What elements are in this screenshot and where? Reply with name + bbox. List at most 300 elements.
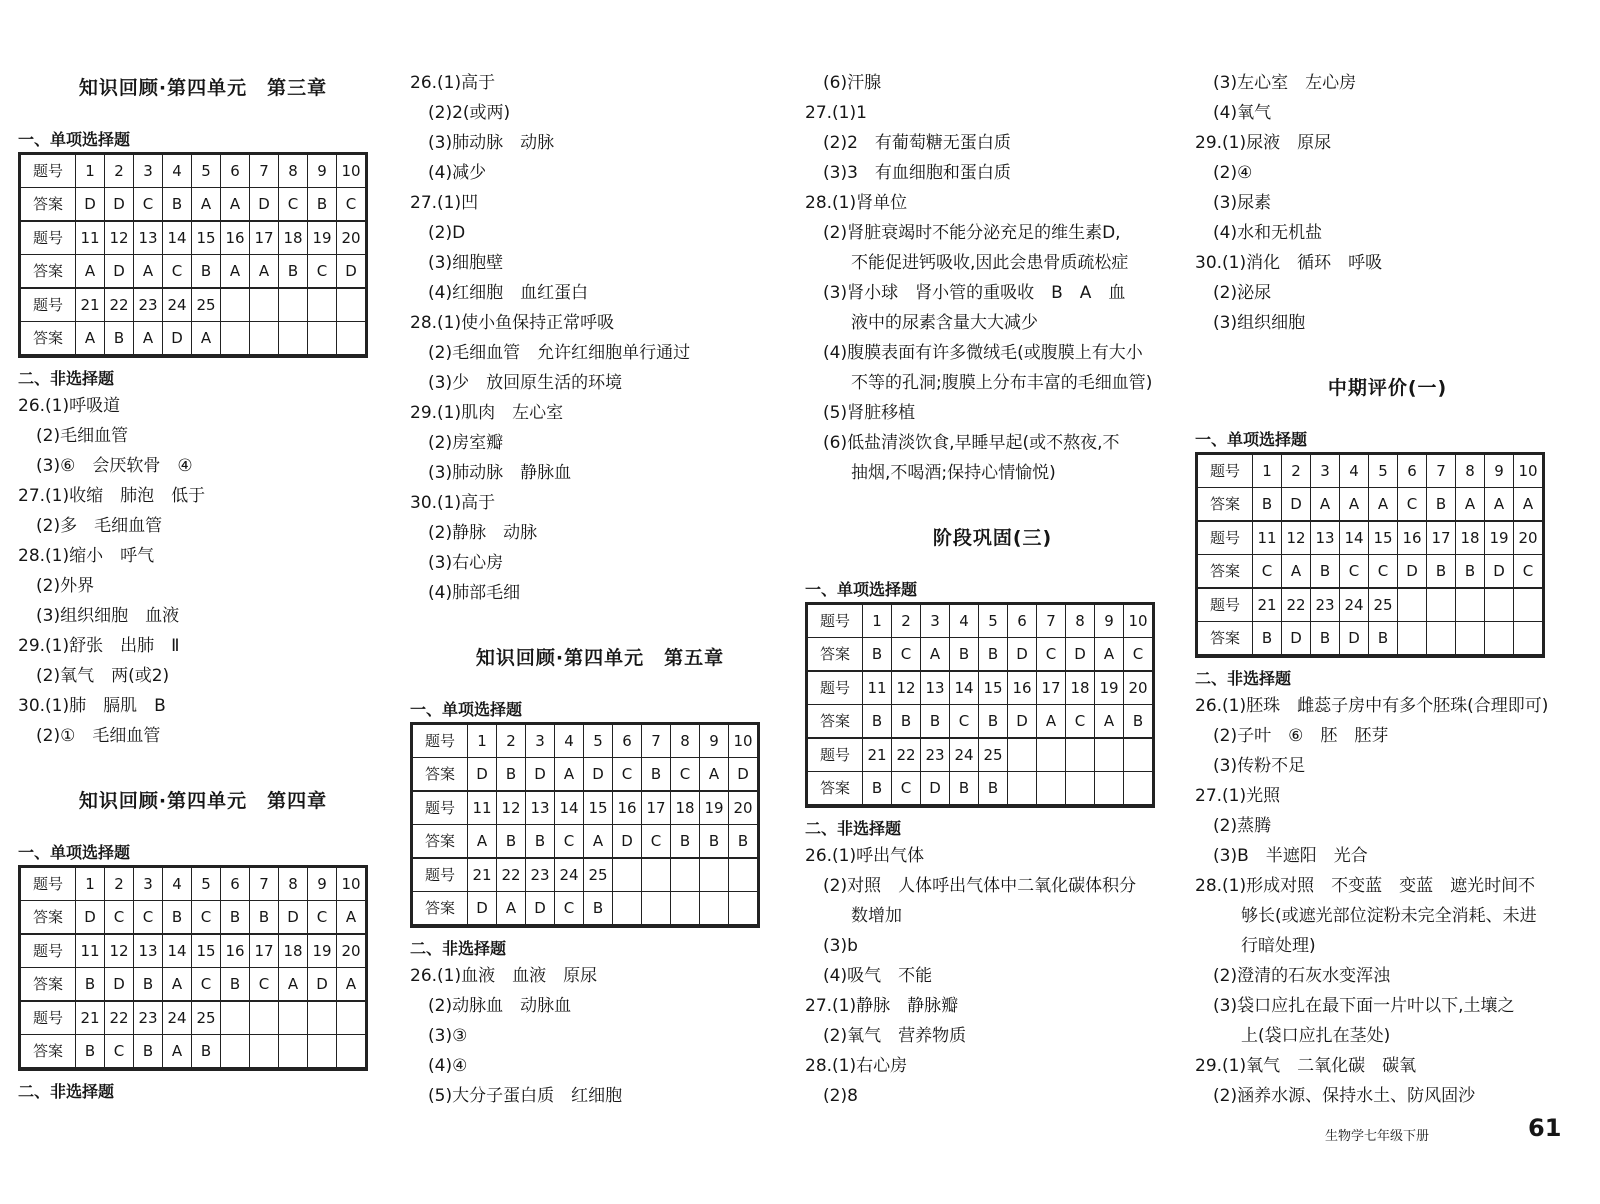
- answer-cell: 15: [979, 671, 1008, 705]
- answer-cell: C: [1340, 555, 1369, 589]
- answer-cell: 14: [555, 791, 584, 825]
- answer-cell: B: [1456, 555, 1485, 589]
- answer-line: 30.(1)消化 循环 呼吸: [1195, 253, 1383, 273]
- answer-cell: B: [700, 825, 729, 859]
- answer-line: (5)大分子蛋白质 红细胞: [428, 1086, 623, 1106]
- answer-cell: [1008, 772, 1037, 806]
- answer-line: (3)右心房: [428, 553, 504, 573]
- answer-cell: A: [163, 968, 192, 1002]
- row-label-cell: 答案: [808, 705, 863, 739]
- answer-line: (2)房室瓣: [428, 433, 504, 453]
- answer-cell: 5: [584, 725, 613, 758]
- answer-line: 26.(1)胚珠 雌蕊子房中有多个胚珠(合理即可): [1195, 696, 1549, 716]
- answer-cell: 23: [1311, 588, 1340, 622]
- answer-cell: D: [1282, 488, 1311, 522]
- answer-cell: [250, 322, 279, 356]
- answer-cell: [221, 288, 250, 322]
- answer-cell: C: [1066, 705, 1095, 739]
- answer-cell: 18: [1456, 521, 1485, 555]
- answer-cell: D: [526, 892, 555, 926]
- answer-cell: 21: [76, 288, 105, 322]
- answer-cell: D: [76, 188, 105, 222]
- answer-cell: [337, 1001, 366, 1035]
- answer-cell: [250, 1035, 279, 1069]
- answer-cell: B: [584, 892, 613, 926]
- answer-cell: B: [221, 901, 250, 935]
- answer-cell: 13: [134, 221, 163, 255]
- answer-cell: C: [105, 901, 134, 935]
- answer-cell: C: [163, 255, 192, 289]
- answer-cell: [1398, 622, 1427, 656]
- answer-cell: 12: [497, 791, 526, 825]
- table-row: [21, 901, 366, 935]
- answer-cell: C: [308, 255, 337, 289]
- answer-cell: 16: [1398, 521, 1427, 555]
- answer-cell: [279, 1001, 308, 1035]
- answer-line: (2)动脉血 动脉血: [428, 996, 572, 1016]
- answer-cell: C: [192, 968, 221, 1002]
- answer-cell: D: [279, 901, 308, 935]
- answer-cell: B: [1124, 705, 1153, 739]
- answer-cell: 16: [1008, 671, 1037, 705]
- answer-cell: D: [250, 188, 279, 222]
- subsection-title: 一、单项选择题: [18, 843, 131, 862]
- answer-cell: 8: [1456, 455, 1485, 488]
- answer-cell: [1124, 738, 1153, 772]
- answer-line: (2)肾脏衰竭时不能分泌充足的维生素D,: [823, 223, 1121, 243]
- answer-table-wrap: [1195, 452, 1545, 658]
- answer-cell: [1456, 622, 1485, 656]
- subsection-title: 二、非选择题: [410, 939, 507, 958]
- answer-cell: 3: [921, 605, 950, 638]
- answer-cell: 10: [729, 725, 758, 758]
- answer-line: (2)2(或两): [428, 103, 511, 123]
- answer-cell: A: [1095, 638, 1124, 672]
- answer-cell: B: [950, 772, 979, 806]
- answer-cell: B: [979, 705, 1008, 739]
- answer-cell: [729, 892, 758, 926]
- answer-line: 27.(1)静脉 静脉瓣: [805, 996, 959, 1016]
- answer-cell: B: [1369, 622, 1398, 656]
- answer-line: 不能促进钙吸收,因此会患骨质疏松症: [851, 253, 1129, 273]
- answer-line: (2)多 毛细血管: [36, 516, 163, 536]
- answer-cell: 12: [1282, 521, 1311, 555]
- answer-cell: 25: [192, 1001, 221, 1035]
- answer-cell: [1456, 588, 1485, 622]
- answer-cell: B: [250, 901, 279, 935]
- answer-line: (5)肾脏移植: [823, 403, 916, 423]
- answer-cell: 9: [1095, 605, 1124, 638]
- answer-line: (4)氧气: [1213, 103, 1272, 123]
- table-row: [21, 288, 366, 322]
- answer-line: (3)左心室 左心房: [1213, 73, 1357, 93]
- answer-line: (3)③: [428, 1026, 468, 1046]
- answer-cell: 5: [192, 155, 221, 188]
- answer-cell: D: [1485, 555, 1514, 589]
- answer-cell: 5: [192, 868, 221, 901]
- answer-cell: C: [555, 892, 584, 926]
- answer-cell: 12: [105, 934, 134, 968]
- answer-line: (3)组织细胞: [1213, 313, 1306, 333]
- row-label-cell: 题号: [1198, 588, 1253, 622]
- row-label-cell: 答案: [413, 825, 468, 859]
- answer-cell: [1066, 738, 1095, 772]
- subsection-title: 一、单项选择题: [1195, 430, 1308, 449]
- answer-line: (2)① 毛细血管: [36, 726, 161, 746]
- table-row: [1198, 455, 1543, 488]
- answer-cell: A: [163, 1035, 192, 1069]
- table-row: [21, 1035, 366, 1069]
- answer-cell: B: [1253, 622, 1282, 656]
- answer-cell: 5: [1369, 455, 1398, 488]
- answer-cell: B: [192, 1035, 221, 1069]
- answer-cell: B: [863, 638, 892, 672]
- answer-cell: 25: [192, 288, 221, 322]
- answer-cell: B: [279, 255, 308, 289]
- answer-cell: 10: [337, 155, 366, 188]
- answer-cell: D: [308, 968, 337, 1002]
- row-label-cell: 题号: [1198, 455, 1253, 488]
- answer-line: 28.(1)形成对照 不变蓝 变蓝 遮光时间不: [1195, 876, 1536, 896]
- answer-cell: A: [1456, 488, 1485, 522]
- answer-cell: 25: [584, 858, 613, 892]
- answer-cell: 21: [1253, 588, 1282, 622]
- answer-cell: [250, 288, 279, 322]
- answer-line: (3)肺动脉 动脉: [428, 133, 555, 153]
- answer-line: 29.(1)舒张 出肺 Ⅱ: [18, 636, 180, 656]
- answer-cell: A: [337, 968, 366, 1002]
- answer-cell: C: [555, 825, 584, 859]
- answer-cell: 2: [1282, 455, 1311, 488]
- row-label-cell: 题号: [1198, 521, 1253, 555]
- row-label-cell: 题号: [21, 868, 76, 901]
- answer-line: (2)氧气 营养物质: [823, 1026, 967, 1046]
- answer-cell: 16: [221, 221, 250, 255]
- answer-table-wrap: [410, 722, 760, 928]
- answer-cell: 19: [1485, 521, 1514, 555]
- answer-cell: [1066, 772, 1095, 806]
- answer-cell: 9: [1485, 455, 1514, 488]
- answer-cell: D: [163, 322, 192, 356]
- answer-cell: 17: [250, 221, 279, 255]
- answer-line: (2)泌尿: [1213, 283, 1272, 303]
- answer-line: (2)8: [823, 1086, 858, 1106]
- answer-cell: D: [468, 892, 497, 926]
- section-heading: 阶段巩固(三): [932, 527, 1053, 549]
- answer-cell: [1037, 738, 1066, 772]
- answer-cell: A: [584, 825, 613, 859]
- answer-cell: 3: [134, 155, 163, 188]
- answer-cell: A: [192, 188, 221, 222]
- answer-line: (2)子叶 ⑥ 胚 胚芽: [1213, 726, 1389, 746]
- answer-cell: [729, 858, 758, 892]
- answer-line: 行暗处理): [1241, 936, 1316, 956]
- answer-cell: 11: [76, 934, 105, 968]
- answer-line: (2)外界: [36, 576, 95, 596]
- row-label-cell: 题号: [21, 1001, 76, 1035]
- answer-cell: 2: [105, 155, 134, 188]
- answer-cell: C: [105, 1035, 134, 1069]
- table-row: [808, 772, 1153, 806]
- table-row: [808, 671, 1153, 705]
- answer-cell: 17: [1427, 521, 1456, 555]
- answer-cell: [1514, 588, 1543, 622]
- answer-cell: [1398, 588, 1427, 622]
- answer-cell: [671, 892, 700, 926]
- answer-cell: 21: [468, 858, 497, 892]
- answer-cell: B: [1311, 555, 1340, 589]
- answer-cell: 24: [555, 858, 584, 892]
- answer-cell: 11: [76, 221, 105, 255]
- answer-cell: B: [526, 825, 555, 859]
- table-row: [21, 968, 366, 1002]
- subsection-title: 一、单项选择题: [410, 700, 523, 719]
- answer-cell: D: [1340, 622, 1369, 656]
- answer-cell: 6: [1008, 605, 1037, 638]
- answer-cell: A: [1311, 488, 1340, 522]
- answer-lines: [410, 961, 790, 1111]
- answer-cell: B: [1427, 555, 1456, 589]
- answer-cell: C: [613, 758, 642, 792]
- answer-cell: [308, 322, 337, 356]
- answer-cell: 7: [1427, 455, 1456, 488]
- answer-lines: [805, 841, 1180, 1111]
- row-label-cell: 答案: [413, 758, 468, 792]
- answer-cell: C: [250, 968, 279, 1002]
- answer-cell: D: [1398, 555, 1427, 589]
- subsection-title: 二、非选择题: [18, 1082, 115, 1101]
- answer-cell: D: [613, 825, 642, 859]
- subsection-title: 一、单项选择题: [805, 580, 918, 599]
- answer-cell: A: [221, 255, 250, 289]
- row-label-cell: 题号: [21, 221, 76, 255]
- answer-cell: 22: [105, 1001, 134, 1035]
- answer-cell: 11: [863, 671, 892, 705]
- column-3: [805, 68, 1180, 1111]
- answer-cell: B: [134, 1035, 163, 1069]
- answer-cell: C: [1124, 638, 1153, 672]
- answer-cell: B: [192, 255, 221, 289]
- answer-cell: A: [134, 255, 163, 289]
- answer-line: (2)蒸腾: [1213, 816, 1272, 836]
- answer-cell: 25: [979, 738, 1008, 772]
- answer-cell: 4: [163, 868, 192, 901]
- table-row: [21, 188, 366, 222]
- answer-cell: [642, 892, 671, 926]
- table-row: [808, 605, 1153, 638]
- answer-cell: A: [1282, 555, 1311, 589]
- answer-line: (3)袋口应扎在最下面一片叶以下,土壤之: [1213, 996, 1515, 1016]
- answer-cell: 16: [221, 934, 250, 968]
- answer-line: 28.(1)肾单位: [805, 193, 908, 213]
- answer-cell: 13: [921, 671, 950, 705]
- answer-table: [1197, 454, 1543, 656]
- answer-cell: 2: [892, 605, 921, 638]
- answer-cell: A: [134, 322, 163, 356]
- answer-line: (6)汗腺: [823, 73, 882, 93]
- answer-cell: [1095, 772, 1124, 806]
- subsection-title: 二、非选择题: [18, 369, 115, 388]
- answer-cell: 10: [1124, 605, 1153, 638]
- table-row: [21, 934, 366, 968]
- answer-line: 液中的尿素含量大大减少: [851, 313, 1038, 333]
- answer-table-wrap: [18, 152, 368, 358]
- answer-cell: 23: [134, 288, 163, 322]
- answer-cell: 8: [279, 868, 308, 901]
- answer-cell: 20: [1514, 521, 1543, 555]
- answer-line: 30.(1)高于: [410, 493, 496, 513]
- answer-cell: B: [1253, 488, 1282, 522]
- footer-book-title: 生物学七年级下册: [1325, 1129, 1430, 1144]
- answer-cell: 3: [134, 868, 163, 901]
- answer-cell: A: [700, 758, 729, 792]
- answer-cell: 13: [526, 791, 555, 825]
- answer-cell: D: [468, 758, 497, 792]
- table-row: [1198, 521, 1543, 555]
- answer-cell: C: [642, 825, 671, 859]
- answer-cell: B: [221, 968, 250, 1002]
- answer-cell: 19: [1095, 671, 1124, 705]
- table-row: [21, 221, 366, 255]
- answer-cell: [1427, 588, 1456, 622]
- answer-cell: 7: [1037, 605, 1066, 638]
- row-label-cell: 题号: [413, 791, 468, 825]
- answer-line: 够长(或遮光部位淀粉未完全消耗、未进: [1241, 906, 1537, 926]
- answer-cell: [700, 858, 729, 892]
- answer-line: 29.(1)氧气 二氧化碳 碳氧: [1195, 1056, 1417, 1076]
- table-row: [413, 892, 758, 926]
- answer-line: 29.(1)尿液 原尿: [1195, 133, 1332, 153]
- column-4: [1195, 68, 1580, 1111]
- answer-cell: 13: [134, 934, 163, 968]
- answer-cell: 20: [729, 791, 758, 825]
- answer-cell: 19: [308, 221, 337, 255]
- answer-cell: [1124, 772, 1153, 806]
- answer-cell: 5: [979, 605, 1008, 638]
- answer-cell: 22: [1282, 588, 1311, 622]
- answer-cell: C: [192, 901, 221, 935]
- answer-cell: 12: [105, 221, 134, 255]
- answer-cell: 18: [279, 934, 308, 968]
- row-label-cell: 答案: [808, 772, 863, 806]
- row-label-cell: 答案: [413, 892, 468, 926]
- answer-cell: D: [729, 758, 758, 792]
- row-label-cell: 答案: [21, 901, 76, 935]
- answer-cell: 22: [892, 738, 921, 772]
- answer-cell: 20: [337, 934, 366, 968]
- answer-cell: 6: [221, 868, 250, 901]
- answer-cell: A: [1514, 488, 1543, 522]
- answer-cell: B: [497, 825, 526, 859]
- table-row: [808, 638, 1153, 672]
- table-row: [21, 868, 366, 901]
- answer-cell: D: [105, 968, 134, 1002]
- answer-cell: 11: [468, 791, 497, 825]
- answer-line: (4)腹膜表面有许多微绒毛(或腹膜上有大小: [823, 343, 1143, 363]
- answer-table-wrap: [805, 602, 1155, 808]
- answer-cell: C: [1514, 555, 1543, 589]
- answer-cell: 9: [700, 725, 729, 758]
- section-heading: 知识回顾·第四单元 第四章: [78, 790, 328, 812]
- answer-cell: D: [337, 255, 366, 289]
- column-1: [18, 68, 388, 1104]
- row-label-cell: 题号: [808, 671, 863, 705]
- answer-cell: [279, 322, 308, 356]
- answer-table: [20, 867, 366, 1069]
- answer-cell: 17: [250, 934, 279, 968]
- answer-cell: 8: [279, 155, 308, 188]
- answer-cell: 11: [1253, 521, 1282, 555]
- answer-line: (2)毛细血管 允许红细胞单行通过: [428, 343, 691, 363]
- row-label-cell: 题号: [808, 605, 863, 638]
- answer-cell: D: [1008, 638, 1037, 672]
- answer-lines: [805, 68, 1180, 488]
- answer-cell: 24: [1340, 588, 1369, 622]
- row-label-cell: 答案: [808, 638, 863, 672]
- answer-cell: C: [1398, 488, 1427, 522]
- table-row: [21, 155, 366, 188]
- answer-cell: C: [1253, 555, 1282, 589]
- answer-cell: 7: [250, 868, 279, 901]
- answer-lines: [1195, 68, 1580, 338]
- answer-cell: A: [1369, 488, 1398, 522]
- answer-cell: B: [892, 705, 921, 739]
- answer-cell: [1095, 738, 1124, 772]
- answer-line: (2)D: [428, 223, 466, 243]
- row-label-cell: 答案: [21, 255, 76, 289]
- answer-cell: 7: [642, 725, 671, 758]
- answer-cell: [613, 858, 642, 892]
- answer-line: 27.(1)收缩 肺泡 低于: [18, 486, 206, 506]
- answer-cell: 19: [308, 934, 337, 968]
- answer-cell: C: [671, 758, 700, 792]
- answer-cell: 18: [279, 221, 308, 255]
- answer-cell: C: [279, 188, 308, 222]
- row-label-cell: 答案: [1198, 488, 1253, 522]
- answer-cell: 24: [163, 288, 192, 322]
- answer-cell: 4: [950, 605, 979, 638]
- answer-cell: 19: [700, 791, 729, 825]
- answer-cell: [221, 322, 250, 356]
- answer-cell: D: [526, 758, 555, 792]
- answer-cell: 4: [1340, 455, 1369, 488]
- answer-cell: B: [134, 968, 163, 1002]
- answer-cell: B: [863, 772, 892, 806]
- answer-line: (2)④: [1213, 163, 1253, 183]
- table-row: [1198, 622, 1543, 656]
- answer-line: (3)细胞壁: [428, 253, 504, 273]
- answer-cell: C: [1037, 638, 1066, 672]
- row-label-cell: 题号: [21, 155, 76, 188]
- answer-cell: B: [921, 705, 950, 739]
- answer-table: [412, 724, 758, 926]
- answer-line: (3)少 放回原生活的环境: [428, 373, 623, 393]
- table-row: [1198, 488, 1543, 522]
- answer-cell: A: [555, 758, 584, 792]
- answer-cell: A: [192, 322, 221, 356]
- answer-cell: A: [1037, 705, 1066, 739]
- answer-cell: 4: [555, 725, 584, 758]
- answer-cell: B: [105, 322, 134, 356]
- answer-cell: A: [497, 892, 526, 926]
- answer-line: 26.(1)血液 血液 原尿: [410, 966, 598, 986]
- answer-line: 28.(1)使小鱼保持正常呼吸: [410, 313, 615, 333]
- answer-cell: [1427, 622, 1456, 656]
- answer-cell: [1037, 772, 1066, 806]
- answer-cell: B: [1427, 488, 1456, 522]
- table-row: [21, 255, 366, 289]
- answer-cell: A: [1340, 488, 1369, 522]
